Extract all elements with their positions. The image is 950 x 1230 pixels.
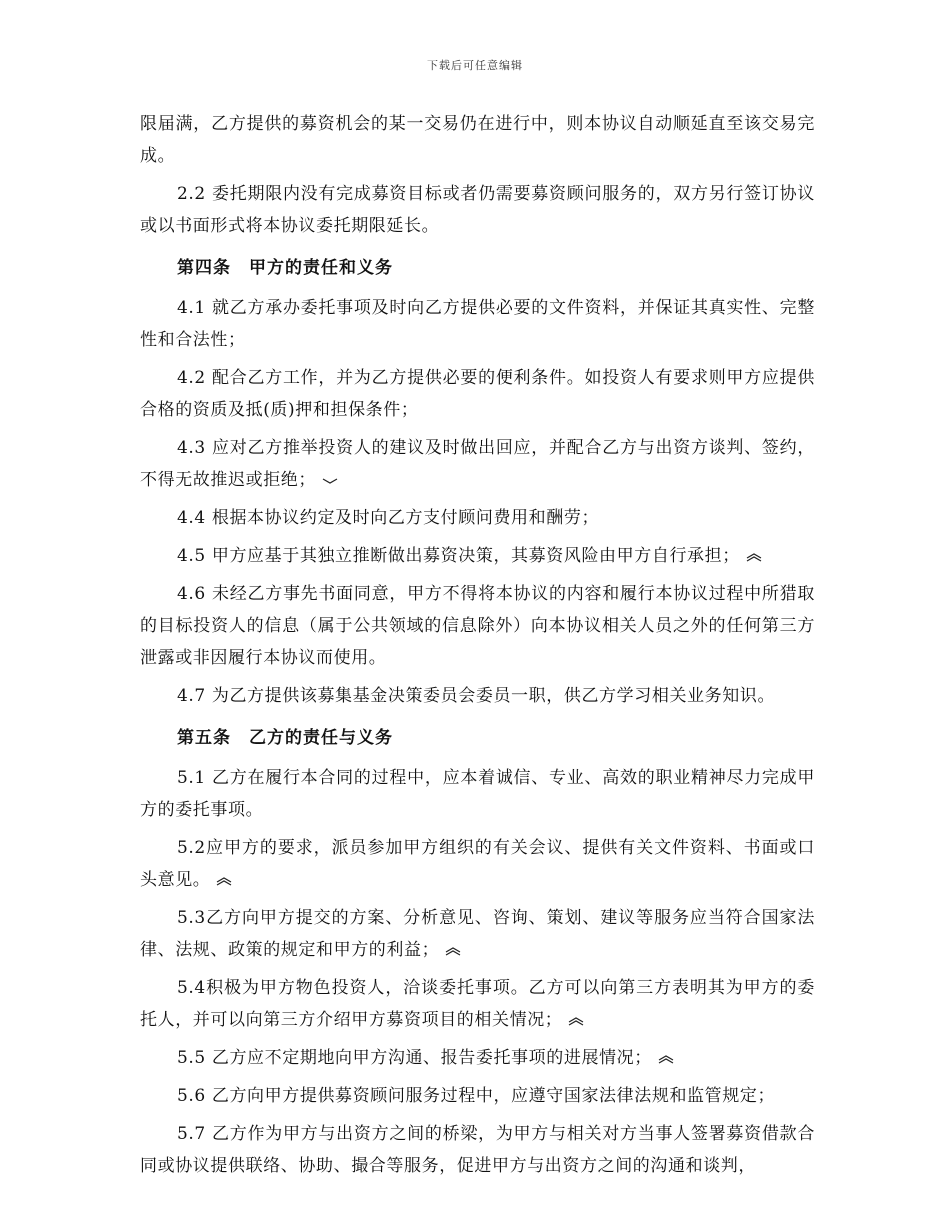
paragraph-4-4	[140, 502, 815, 534]
double-chevron-up-icon	[658, 1054, 674, 1064]
paragraph-text: 5.4积极为甲方物色投资人，洽谈委托事项。乙方可以向第三方表明其为甲方的委托人，并可以向第三方介绍甲方募资项目的相关情况；	[140, 978, 815, 1030]
paragraph-4-7	[140, 680, 815, 712]
paragraph-text: 4.7 为乙方提供该募集基金决策委员会委员一职，供乙方学习相关业务知识。	[177, 686, 776, 706]
paragraph-5-6	[140, 1080, 815, 1112]
double-chevron-up-icon	[746, 552, 762, 562]
paragraph-text: 5.1 乙方在履行本合同的过程中，应本着诚信、专业、高效的职业精神尽力完成甲方的委托事项。	[140, 768, 815, 820]
paragraph-5-7	[140, 1118, 815, 1182]
paragraph-continuation	[140, 108, 815, 172]
paragraph-4-1	[140, 292, 815, 356]
section-heading-5: 第五条 乙方的责任与义务	[177, 728, 393, 748]
paragraph-text: 2.2 委托期限内没有完成募资目标或者仍需要募资顾问服务的，双方另行签订协议或以书面形式将本协议委托期限延长。	[140, 184, 815, 236]
paragraph-text: 4.2 配合乙方工作，并为乙方提供必要的便利条件。如投资人有要求则甲方应提供合格的资质及抵(质)押和担保条件；	[140, 368, 815, 420]
paragraph-5-2	[140, 832, 815, 896]
paragraph-5-1	[140, 762, 815, 826]
paragraph-text: 5.6 乙方向甲方提供募资顾问服务过程中，应遵守国家法律法规和监管规定；	[177, 1086, 776, 1106]
chevron-down-icon	[322, 476, 338, 486]
paragraph-5-3	[140, 902, 815, 966]
paragraph-5-4	[140, 972, 815, 1036]
double-chevron-up-icon	[568, 1016, 584, 1026]
paragraph-text: 4.1 就乙方承办委托事项及时向乙方提供必要的文件资料，并保证其真实性、完整性和合法性；	[140, 298, 815, 350]
paragraph-text: 5.5 乙方应不定期地向甲方沟通、报告委托事项的进展情况；	[177, 1048, 652, 1068]
paragraph-text: 5.2应甲方的要求，派员参加甲方组织的有关会议、提供有关文件资料、书面或口头意见。	[140, 838, 815, 890]
paragraph-text: 5.3乙方向甲方提交的方案、分析意见、咨询、策划、建议等服务应当符合国家法律、法规、政策的规定和甲方的利益；	[140, 908, 815, 960]
paragraph-4-5	[140, 540, 815, 572]
paragraph-text: 5.7 乙方作为甲方与出资方之间的桥梁，为甲方与相关对方当事人签署募资借款合同或协议提供联络、协助、撮合等服务，促进甲方与出资方之间的沟通和谈判，	[140, 1124, 815, 1176]
paragraph-4-2	[140, 362, 815, 426]
paragraph-text: 4.3 应对乙方推举投资人的建议及时做出回应，并配合乙方与出资方谈判、签约，不得无故推迟或拒绝；	[140, 438, 815, 490]
paragraph-5-5	[140, 1042, 815, 1074]
double-chevron-up-icon	[445, 946, 461, 956]
paragraph-text: 4.4 根据本协议约定及时向乙方支付顾问费用和酬劳；	[177, 508, 600, 528]
paragraph-4-3	[140, 432, 815, 496]
section-heading-4: 第四条 甲方的责任和义务	[177, 258, 393, 278]
double-chevron-up-icon	[216, 876, 232, 886]
paragraph-text: 限届满，乙方提供的募资机会的某一交易仍在进行中，则本协议自动顺延直至该交易完成。	[140, 114, 815, 166]
paragraph-2-2	[140, 178, 815, 242]
header-note: 下载后可任意编辑	[427, 59, 523, 72]
paragraph-text: 4.5 甲方应基于其独立推断做出募资决策，其募资风险由甲方自行承担；	[177, 546, 740, 566]
paragraph-4-6	[140, 578, 815, 674]
paragraph-text: 4.6 未经乙方事先书面同意，甲方不得将本协议的内容和履行本协议过程中所猎取的目标投资人的信息（属于公共领域的信息除外）向本协议相关人员之外的任何第三方泄露或非因履行本协议而使用。	[140, 584, 815, 668]
document-body	[140, 108, 815, 1188]
